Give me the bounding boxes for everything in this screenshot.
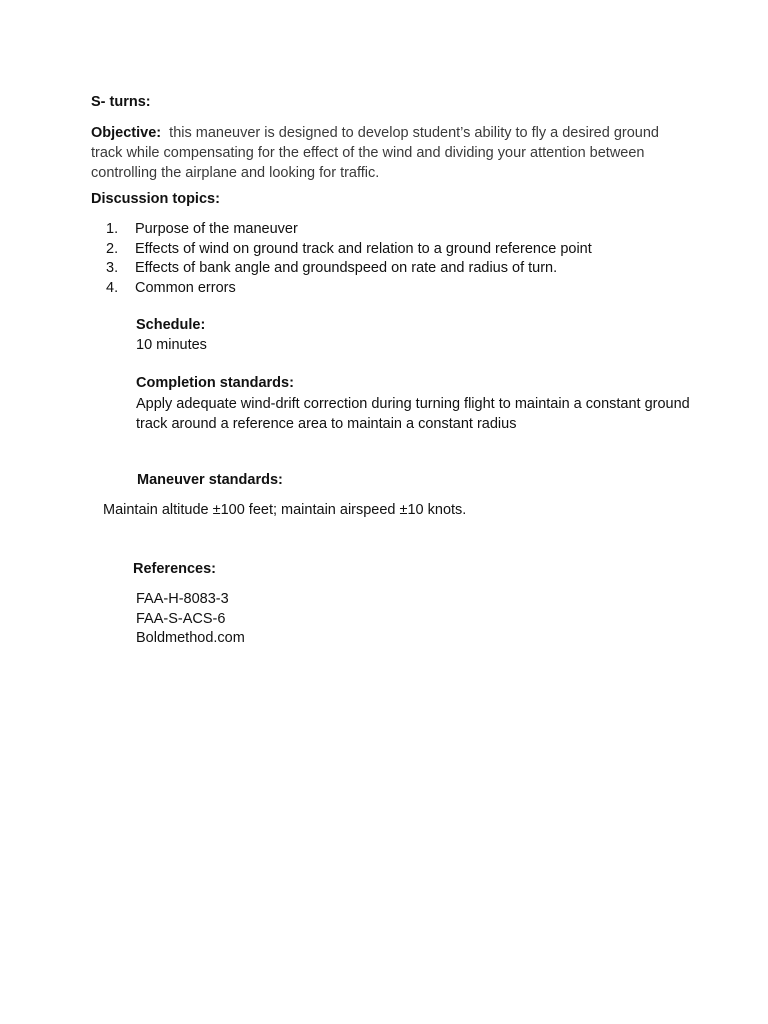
list-item-number: 2. xyxy=(106,240,119,257)
list-item: FAA-S-ACS-6 xyxy=(136,610,226,627)
completion-standards-heading: Completion standards: xyxy=(136,375,294,391)
list-item-text: Effects of bank angle and groundspeed on rate and radius of turn. xyxy=(135,260,558,276)
objective-paragraph xyxy=(91,123,671,183)
list-item-text: Effects of wind on ground track and relation to a ground reference point xyxy=(135,240,592,257)
references-heading: References: xyxy=(133,561,217,577)
list-item-number: 4. xyxy=(106,279,119,296)
list-item xyxy=(106,279,592,299)
page-title: S- turns: xyxy=(91,94,151,110)
discussion-topics-heading: Discussion topics: xyxy=(91,191,220,207)
schedule-value: 10 minutes xyxy=(136,337,207,353)
list-item: Boldmethod.com xyxy=(136,630,245,646)
list-item: FAA-H-8083-3 xyxy=(136,591,229,607)
list-item-number: 3. xyxy=(106,260,119,276)
list-item-text: Common errors xyxy=(135,279,236,296)
completion-standards-text: Apply adequate wind-drift correction during turning flight to maintain a constant ground track around a reference area to maintain a constant radius xyxy=(136,396,690,432)
list-item-text: Purpose of the maneuver xyxy=(135,221,298,237)
list-item-number: 1. xyxy=(106,221,119,237)
maneuver-standards-text: Maintain altitude ±100 feet; maintain airspeed ±10 knots. xyxy=(103,502,467,518)
list-item xyxy=(106,240,592,260)
objective-label: Objective: xyxy=(91,125,162,141)
list-item xyxy=(106,220,592,240)
references-list xyxy=(136,590,245,649)
maneuver-standards-heading: Maneuver standards: xyxy=(137,472,283,488)
objective-text: this maneuver is designed to develop student’s ability to fly a desired ground track while compensating for the effect of the wind and dividing your attention between controlling the airplane and looking for traffic. xyxy=(91,125,659,181)
discussion-topics-list xyxy=(106,220,592,298)
schedule-heading: Schedule: xyxy=(136,317,206,333)
list-item xyxy=(106,259,592,279)
